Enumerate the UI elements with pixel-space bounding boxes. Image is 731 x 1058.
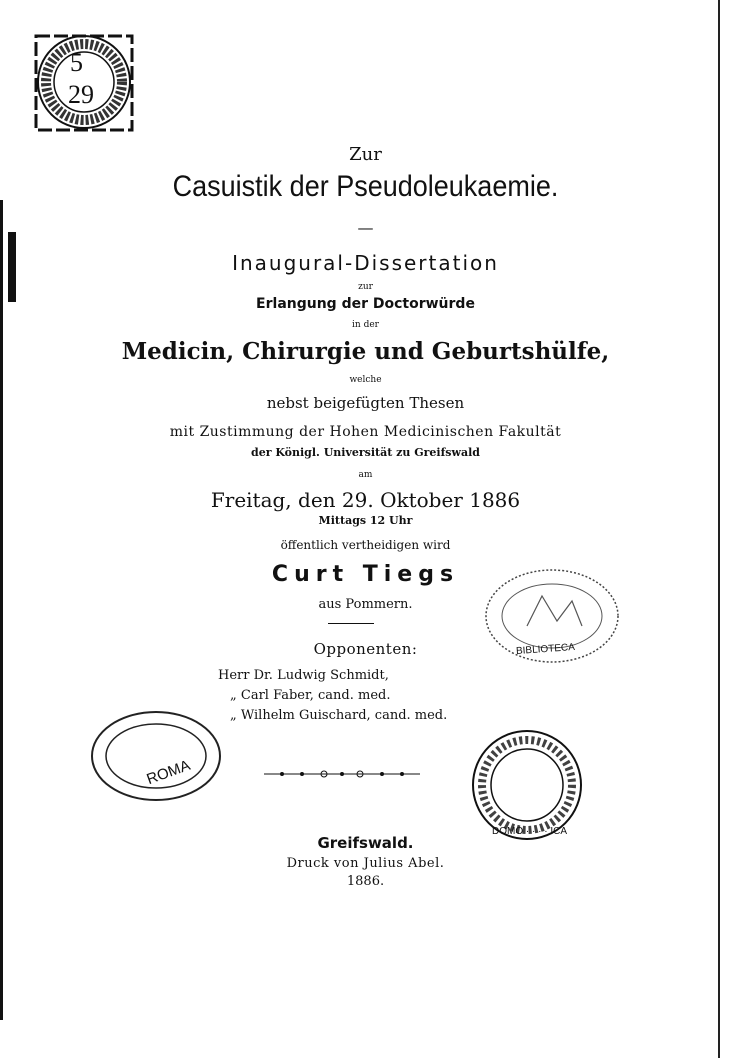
text-faculty: Medicin, Chirurgie und Geburtshülfe, bbox=[121, 338, 610, 365]
library-stamp-graphic bbox=[34, 22, 138, 132]
text-time: Mittags 12 Uhr bbox=[318, 514, 413, 527]
text-in-der: in der bbox=[352, 320, 379, 330]
opponents-list bbox=[218, 666, 447, 726]
library-stamp-lower bbox=[468, 726, 586, 844]
roma-stamp bbox=[86, 706, 226, 806]
divider bbox=[328, 623, 374, 624]
text-zur: zur bbox=[358, 282, 373, 292]
stamp-text: DOMO · · · · ICA bbox=[492, 826, 567, 837]
opponents-heading: Opponenten: bbox=[313, 640, 418, 658]
imprint-year: 1886. bbox=[346, 874, 385, 889]
text-welche: welche bbox=[349, 375, 382, 385]
text-universitaet: der Königl. Universität zu Greifswald bbox=[251, 446, 480, 459]
imprint-city: Greifswald. bbox=[317, 834, 414, 852]
opponent-item: „ Wilhelm Guischard, cand. med. bbox=[230, 708, 448, 723]
library-stamp bbox=[34, 22, 138, 132]
text-am: am bbox=[358, 470, 373, 480]
dissertation-heading: Inaugural-Dissertation bbox=[232, 251, 499, 275]
ornament-rule bbox=[262, 766, 422, 780]
ornament-graphic bbox=[262, 767, 422, 781]
text-date: Freitag, den 29. Oktober 1886 bbox=[210, 488, 521, 512]
shelf-number-bottom: 29 bbox=[68, 80, 94, 109]
text-verteidigen: öffentlich vertheidigen wird bbox=[280, 538, 451, 552]
opponent-item: „ Carl Faber, cand. med. bbox=[230, 688, 391, 703]
opponent-item: Herr Dr. Ludwig Schmidt, bbox=[218, 668, 389, 683]
shelf-number-top: 5 bbox=[70, 48, 83, 77]
stamp-text: ROMA bbox=[144, 756, 193, 789]
page-title: Casuistik der Pseudoleukaemie. bbox=[172, 170, 559, 203]
imprint-printer: Druck von Julius Abel. bbox=[286, 856, 445, 871]
title-dash: — bbox=[357, 218, 374, 237]
library-stamp-right bbox=[482, 566, 622, 666]
text-erlangung: Erlangung der Doctorwürde bbox=[256, 296, 475, 312]
author-name: Curt Tiegs bbox=[271, 562, 460, 587]
text-origin: aus Pommern. bbox=[318, 597, 413, 612]
text-zustimmung: mit Zustimmung der Hohen Medicinischen Fakultät bbox=[169, 424, 562, 440]
text-thesen: nebst beigefügten Thesen bbox=[266, 394, 465, 412]
title-zur: Zur bbox=[349, 144, 382, 165]
roma-stamp-graphic bbox=[86, 706, 226, 806]
stamp-text: BIBLIOTECA bbox=[515, 641, 576, 658]
